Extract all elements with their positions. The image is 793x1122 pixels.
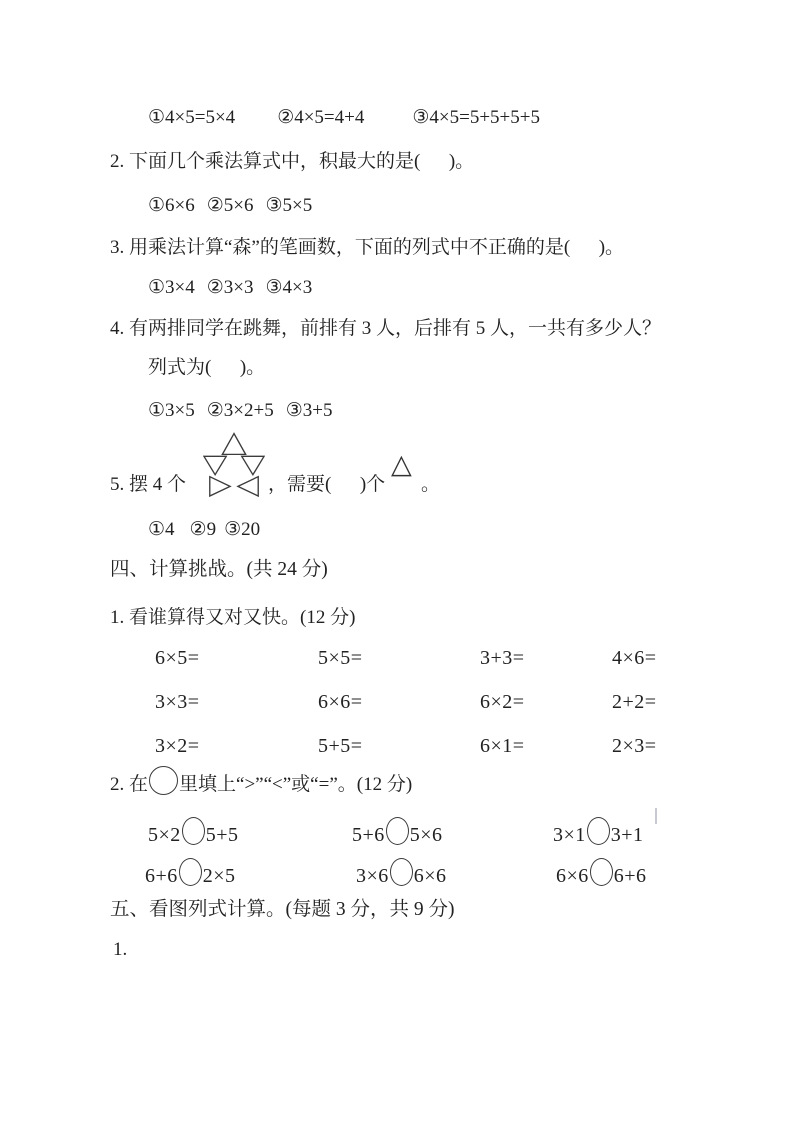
triangle-icon: △	[391, 449, 412, 479]
question-2-stem: 2. 下面几个乘法算式中，积最大的是( )。	[110, 151, 475, 172]
option-2: ②5×6	[206, 195, 254, 216]
left-expression: 6+6	[145, 865, 178, 887]
question-1-options	[148, 106, 552, 130]
left-expression: 3×6	[356, 865, 389, 887]
equation: 6×5=	[155, 647, 200, 669]
left-expression: 6×6	[556, 865, 589, 887]
right-expression: 6+6	[613, 865, 647, 887]
equation: 5+5=	[318, 735, 363, 757]
section-5-item-1-label: 1.	[113, 939, 128, 960]
section-4-title: 四、计算挑战。(共 24 分)	[110, 559, 328, 580]
question-5-prefix: 5. 摆 4 个	[110, 474, 187, 495]
option-3: ③3+5	[285, 400, 333, 421]
fill-circle-icon	[587, 817, 610, 845]
option-1: ①3×4	[148, 277, 195, 298]
option-1: ①3×5	[148, 400, 195, 421]
equation: 3×2=	[155, 735, 200, 757]
section-5-title: 五、看图列式计算。(每题 3 分，共 9 分)	[110, 899, 455, 920]
section-4-item-1-stem: 1. 看谁算得又对又快。(12 分)	[110, 607, 356, 628]
fill-circle-icon	[590, 858, 613, 886]
comparison-item	[356, 858, 447, 888]
left-expression: 3×1	[553, 824, 586, 846]
stem-suffix: 里填上“>”“<”或“=”。(12 分)	[179, 774, 413, 795]
comparison-item	[145, 858, 236, 888]
question-3-stem: 3. 用乘法计算“森”的笔画数，下面的列式中不正确的是( )。	[110, 237, 625, 258]
option-2: ②3×2+5	[206, 400, 274, 421]
question-4-stem-line2: 列式为( )。	[148, 357, 266, 378]
right-expression: 5+5	[205, 824, 239, 846]
equation: 5×5=	[318, 647, 363, 669]
right-expression: 5×6	[409, 824, 443, 846]
question-5-mid: ，需要( )个	[268, 474, 386, 495]
equation: 4×6=	[612, 647, 657, 669]
option-3: ③20	[224, 519, 261, 540]
question-3-options	[148, 276, 324, 300]
fill-circle-icon	[182, 817, 205, 845]
question-4-stem: 4. 有两排同学在跳舞，前排有 3 人，后排有 5 人，一共有多少人？	[110, 318, 662, 339]
equation: 3+3=	[480, 647, 525, 669]
comparison-row-2	[0, 858, 793, 898]
option-1: ①4	[148, 519, 175, 540]
question-5-options	[148, 518, 272, 542]
equation: 6×2=	[480, 691, 525, 713]
equation-row-2	[0, 691, 793, 715]
comparison-item	[553, 817, 644, 847]
fill-circle-icon	[149, 766, 178, 795]
equation: 6×6=	[318, 691, 363, 713]
right-expression: 3+1	[610, 824, 644, 846]
equation: 2+2=	[612, 691, 657, 713]
question-2-options	[148, 194, 324, 218]
scan-artifact	[655, 808, 657, 824]
fill-circle-icon	[386, 817, 409, 845]
right-expression: 2×5	[202, 865, 236, 887]
equation: 2×3=	[612, 735, 657, 757]
right-expression: 6×6	[413, 865, 447, 887]
option-1: ①4×5=5×4	[148, 107, 236, 128]
option-2: ②3×3	[206, 277, 254, 298]
option-3: ③4×3	[265, 277, 313, 298]
comparison-item	[556, 858, 647, 888]
option-2: ②4×5=4+4	[277, 107, 365, 128]
option-2: ②9	[189, 519, 217, 540]
section-4-item-2-stem	[110, 766, 412, 797]
equation: 6×1=	[480, 735, 525, 757]
option-1: ①6×6	[148, 195, 195, 216]
option-3: ③5×5	[265, 195, 313, 216]
option-3: ③4×5=5+5+5+5	[412, 107, 540, 128]
equation-row-3	[0, 735, 793, 759]
left-expression: 5+6	[352, 824, 385, 846]
star-of-triangles-figure	[203, 432, 265, 500]
comparison-row-1	[0, 817, 793, 857]
question-5-suffix: 。	[421, 474, 441, 495]
fill-circle-icon	[390, 858, 413, 886]
question-4-options	[148, 399, 344, 423]
left-expression: 5×2	[148, 824, 181, 846]
comparison-item	[148, 817, 239, 847]
fill-circle-icon	[179, 858, 202, 886]
stem-prefix: 2. 在	[110, 774, 149, 795]
equation-row-1	[0, 647, 793, 671]
comparison-item	[352, 817, 443, 847]
equation: 3×3=	[155, 691, 200, 713]
